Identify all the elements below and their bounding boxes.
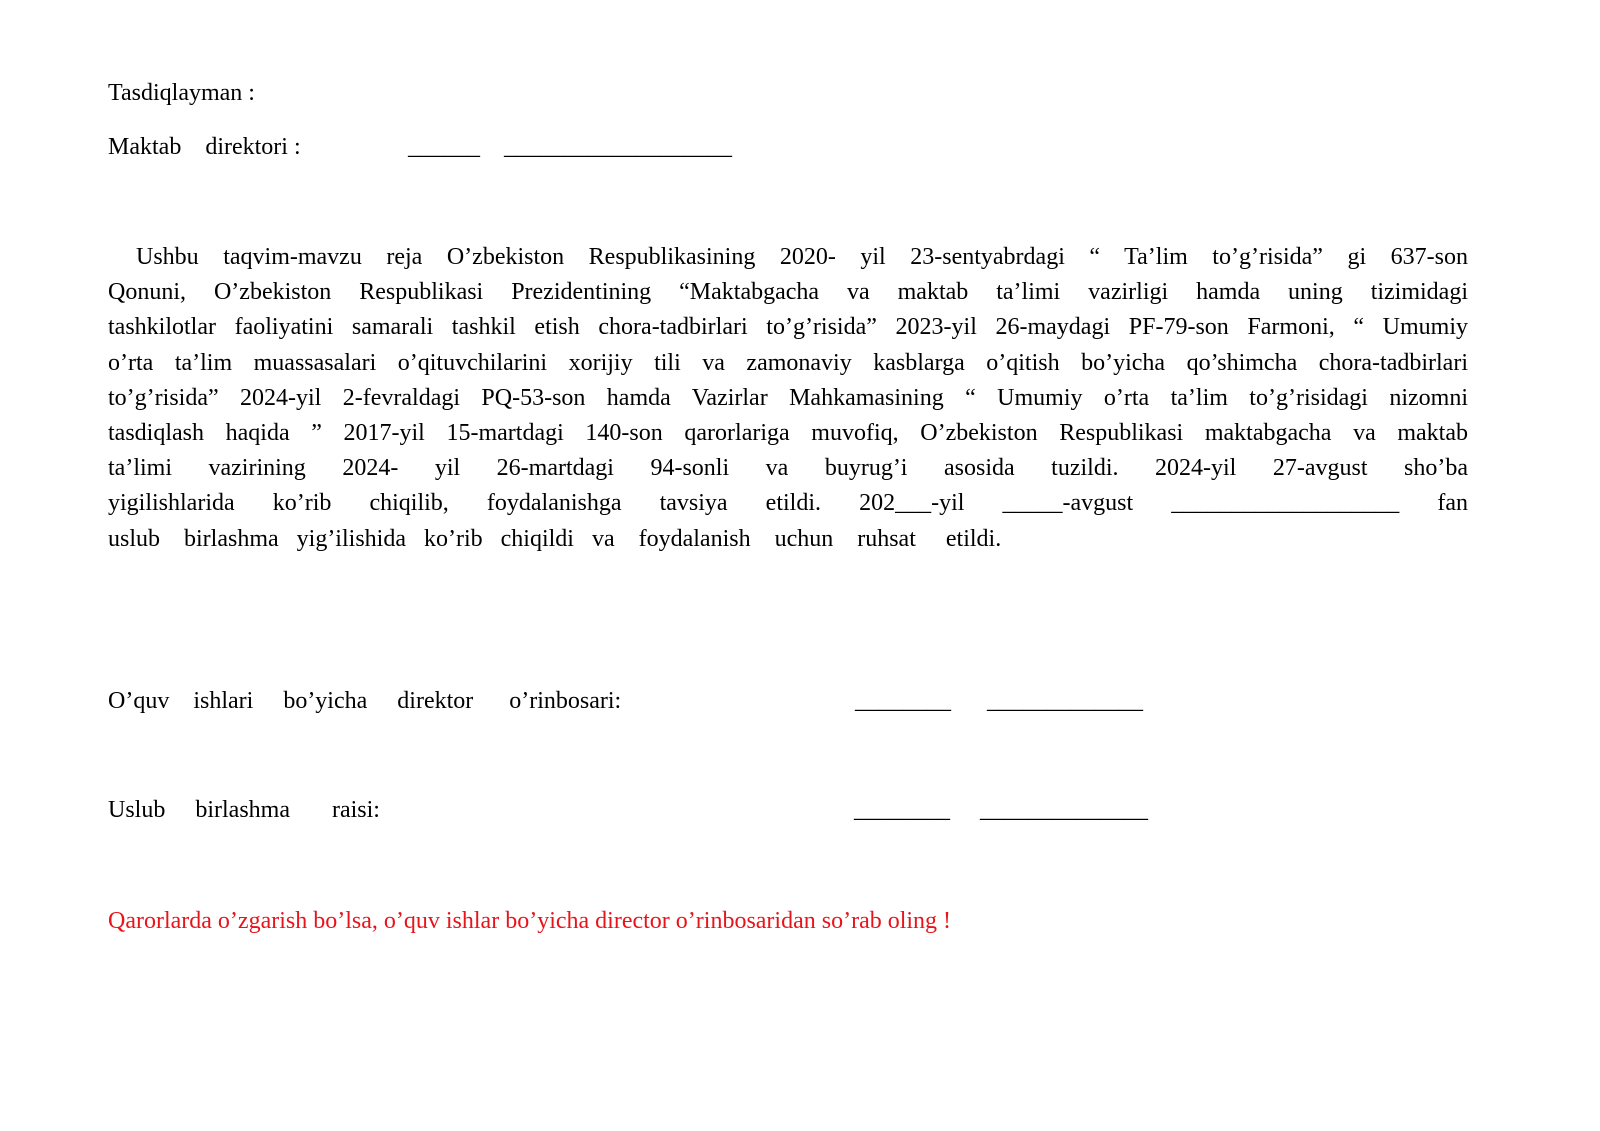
chair-signature-blank: ________ [854, 797, 950, 823]
body-line: yigilishlarida ko’rib chiqilib, foydalanishga tavsiya etildi. 202___-yil _____-avgust ___________________ fan [108, 490, 1468, 517]
methodical-chair-label: Uslub birlashma raisi: [108, 797, 380, 823]
body-line: to’g’risida” 2024-yil 2-fevraldagi PQ-53-son hamda Vazirlar Mahkamasining “ Umumiy o’rta ta’lim to’g’risidagi nizomni [108, 384, 1468, 411]
deputy-director-label: O’quv ishlari bo’yicha direktor o’rinbosari: [108, 688, 622, 714]
director-name-blank: ___________________ [504, 134, 732, 160]
body-line: tashkilotlar faoliyatini samarali tashkil etish chora-tadbirlari to’g’risida” 2023-yil 26-maydagi PF-79-son Farmoni, “ Umumiy [108, 314, 1468, 341]
body-paragraph [108, 240, 1468, 557]
body-line: tasdiqlash haqida ” 2017-yil 15-martdagi 140-son qarorlariga muvofiq, O’zbekiston Respublikasi maktabgacha va maktab [108, 419, 1468, 446]
chair-name-blank: ______________ [980, 797, 1148, 823]
body-line: Ushbu taqvim-mavzu reja O’zbekiston Respublikasining 2020- yil 23-sentyabrdagi “ Ta’lim to’g’risida” gi 637-son [136, 244, 1468, 270]
director-signature-row [108, 134, 808, 168]
body-line: o’rta ta’lim muassasalari o’qituvchilarini xorijiy tili va zamonaviy kasblarga o’qitish bo’yicha qo’shimcha chora-tadbirlari [108, 349, 1468, 376]
approval-title: Tasdiqlayman : [108, 80, 255, 106]
chair-signature-row [108, 797, 1208, 831]
director-signature-blank: ______ [408, 134, 480, 160]
warning-note: Qarorlarda o’zgarish bo’lsa, o’quv ishlar bo’yicha director o’rinbosaridan so’rab oling ! [108, 908, 952, 934]
body-line: ta’limi vazirining 2024- yil 26-martdagi 94-sonli va buyrug’i asosida tuzildi. 2024-yil 27-avgust sho’ba [108, 455, 1468, 482]
body-line: uslub birlashma yig’ilishida ko’rib chiqildi va foydalanish uchun ruhsat etildi. [108, 525, 1002, 552]
body-line: Qonuni, O’zbekiston Respublikasi Prezidentining “Maktabgacha va maktab ta’limi vazirligi hamda uning tizimidagi [108, 279, 1468, 306]
deputy-signature-row [108, 688, 1208, 722]
deputy-name-blank: _____________ [987, 688, 1143, 714]
deputy-signature-blank: ________ [855, 688, 951, 714]
director-label: Maktab direktori : [108, 134, 301, 160]
